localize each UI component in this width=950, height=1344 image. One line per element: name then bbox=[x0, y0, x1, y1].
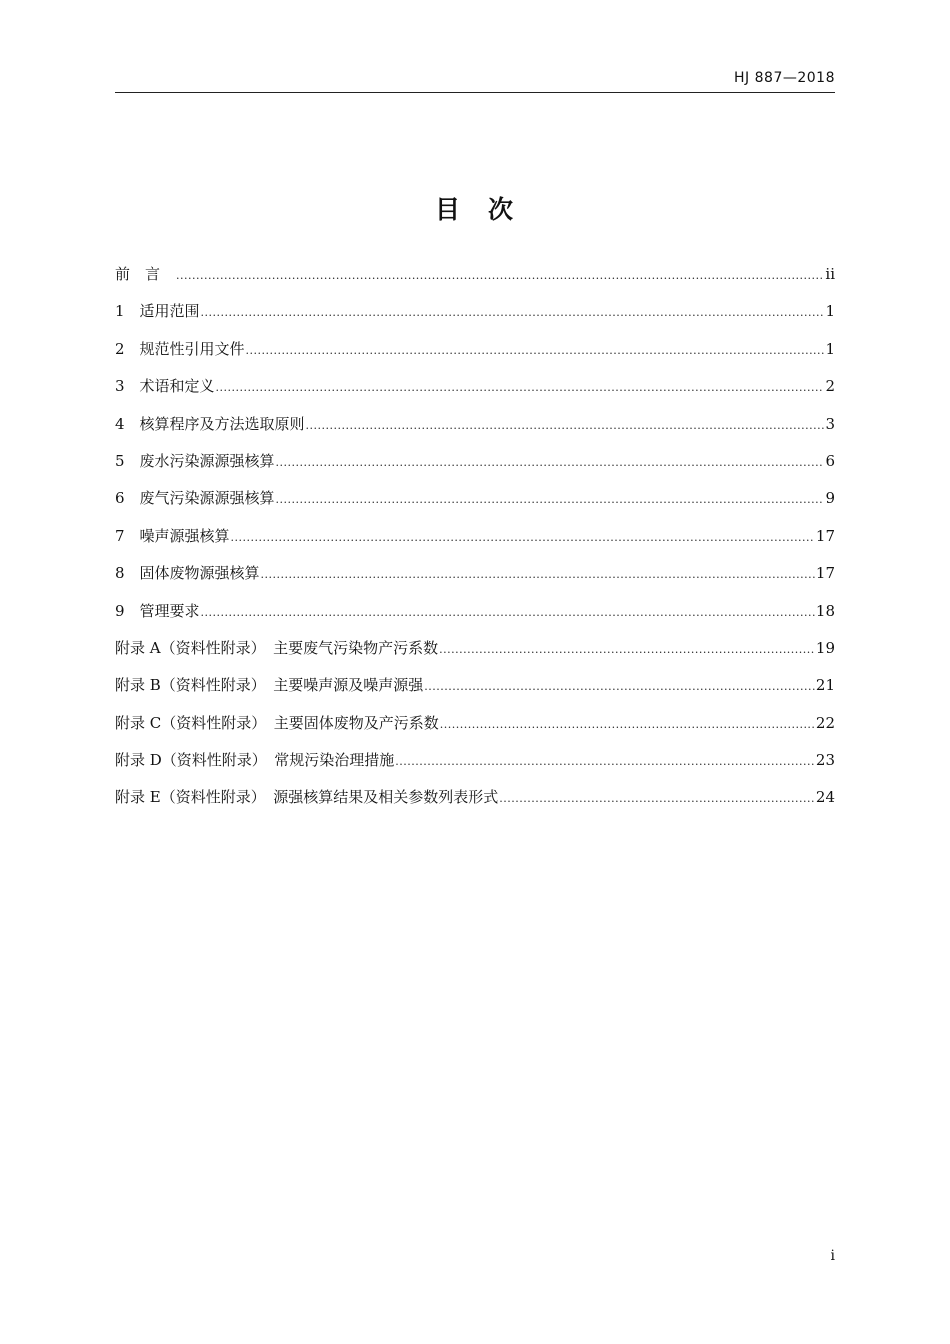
toc-leader-dots bbox=[231, 527, 815, 549]
toc-entry-label: 附录 A（资料性附录） 主要废气污染物产污系数 bbox=[115, 638, 439, 657]
toc-entry-page: 6 bbox=[825, 451, 835, 470]
toc-leader-dots bbox=[261, 564, 815, 586]
toc-entry-page: 1 bbox=[825, 339, 835, 358]
toc-leader-dots bbox=[439, 639, 815, 661]
toc-entry-label: 6 废气污染源源强核算 bbox=[115, 489, 275, 508]
toc-leader-dots bbox=[395, 751, 815, 773]
toc-leader-dots bbox=[499, 788, 815, 810]
table-of-contents bbox=[115, 263, 835, 824]
toc-entry-page: 22 bbox=[815, 713, 835, 732]
toc-entry-label: 附录 D（资料性附录） 常规污染治理措施 bbox=[115, 751, 395, 770]
toc-title-second-char: 次 bbox=[488, 195, 516, 224]
toc-entry-page: 2 bbox=[825, 377, 835, 396]
document-code: HJ 887—2018 bbox=[734, 70, 835, 86]
toc-entry-page: 19 bbox=[815, 638, 835, 657]
toc-entry-label: 5 废水污染源源强核算 bbox=[115, 451, 275, 470]
toc-entry-page: 21 bbox=[815, 676, 835, 695]
toc-entry-label: 3 术语和定义 bbox=[115, 377, 215, 396]
toc-entry-appendix-d[interactable] bbox=[115, 749, 835, 786]
toc-entry-4[interactable] bbox=[115, 413, 835, 450]
toc-entry-2[interactable] bbox=[115, 338, 835, 375]
toc-entry-page: 3 bbox=[825, 414, 835, 433]
toc-entry-label: 4 核算程序及方法选取原则 bbox=[115, 414, 305, 433]
toc-entry-page: 23 bbox=[815, 751, 835, 770]
toc-entry-page: 18 bbox=[815, 601, 835, 620]
toc-leader-dots bbox=[276, 489, 825, 511]
toc-entry-page: ii bbox=[825, 265, 835, 283]
toc-entry-label: 8 固体废物源强核算 bbox=[115, 564, 260, 583]
toc-entry-page: 17 bbox=[815, 526, 835, 545]
page-header bbox=[115, 68, 835, 93]
toc-leader-dots bbox=[201, 302, 825, 324]
toc-entry-label: 前 言 bbox=[115, 265, 176, 283]
toc-entry-9[interactable] bbox=[115, 600, 835, 637]
toc-entry-3[interactable] bbox=[115, 375, 835, 412]
toc-leader-dots bbox=[424, 676, 815, 698]
toc-entry-page: 17 bbox=[815, 564, 835, 583]
toc-entry-label: 1 适用范围 bbox=[115, 302, 200, 321]
toc-leader-dots bbox=[216, 377, 825, 399]
toc-entry-appendix-a[interactable] bbox=[115, 637, 835, 674]
toc-leader-dots bbox=[201, 602, 815, 624]
toc-entry-1[interactable] bbox=[115, 300, 835, 337]
toc-title bbox=[0, 190, 950, 226]
toc-leader-dots bbox=[246, 340, 825, 362]
toc-entry-foreword[interactable] bbox=[115, 263, 835, 300]
toc-leader-dots bbox=[306, 415, 825, 437]
toc-entry-page: 24 bbox=[815, 788, 835, 807]
toc-title-first-char: 目 bbox=[434, 195, 462, 224]
toc-entry-label: 7 噪声源强核算 bbox=[115, 526, 230, 545]
toc-entry-label: 2 规范性引用文件 bbox=[115, 339, 245, 358]
toc-leader-dots bbox=[276, 452, 825, 474]
toc-entry-label: 9 管理要求 bbox=[115, 601, 200, 620]
toc-entry-appendix-e[interactable] bbox=[115, 786, 835, 823]
toc-entry-label: 附录 C（资料性附录） 主要固体废物及产污系数 bbox=[115, 713, 439, 732]
toc-entry-page: 9 bbox=[825, 489, 835, 508]
toc-entry-8[interactable] bbox=[115, 562, 835, 599]
toc-leader-dots bbox=[440, 714, 815, 736]
toc-entry-6[interactable] bbox=[115, 487, 835, 524]
toc-leader-dots bbox=[176, 265, 824, 287]
toc-entry-7[interactable] bbox=[115, 525, 835, 562]
toc-entry-page: 1 bbox=[825, 302, 835, 321]
toc-entry-appendix-c[interactable] bbox=[115, 712, 835, 749]
page-number: i bbox=[830, 1248, 835, 1264]
toc-entry-5[interactable] bbox=[115, 450, 835, 487]
toc-entry-label: 附录 E（资料性附录） 源强核算结果及相关参数列表形式 bbox=[115, 788, 499, 807]
toc-entry-label: 附录 B（资料性附录） 主要噪声源及噪声源强 bbox=[115, 676, 424, 695]
toc-entry-appendix-b[interactable] bbox=[115, 674, 835, 711]
